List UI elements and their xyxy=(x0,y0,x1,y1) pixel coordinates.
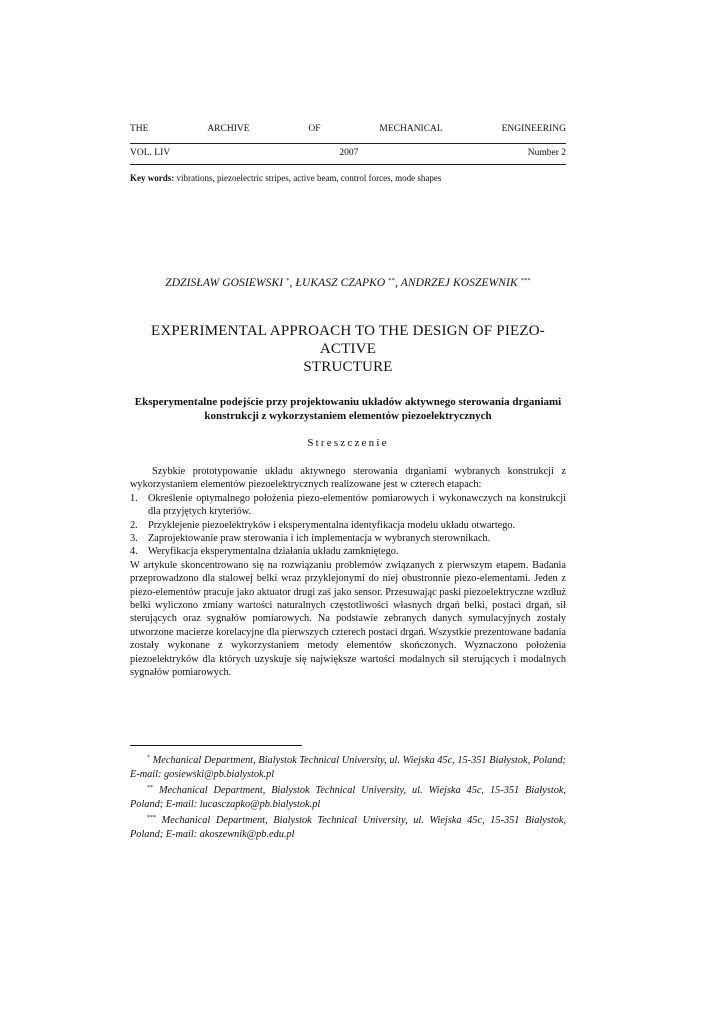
list-item xyxy=(130,492,566,519)
author-name: ANDRZEJ KOSZEWNIK xyxy=(400,277,518,289)
author-list xyxy=(130,277,566,289)
keywords-text: vibrations, piezoelectric stripes, active beam, control forces, mode shapes xyxy=(176,173,442,183)
author-mark: *** xyxy=(520,277,531,284)
polish-title-line: Eksperymentalne podejście przy projektowaniu układów aktywnego sterowania drganiami xyxy=(134,396,562,408)
step-text: Określenie optymalnego położenia piezo-elementów pomiarowych i wykonawczych na konstrukcji dla przyjętych kryteriów. xyxy=(148,492,566,518)
step-text: Przyklejenie piezoelektryków i eksperymentalna identyfikacja modelu układu otwartego. xyxy=(148,519,516,531)
step-number: 3. xyxy=(130,533,138,545)
list-item xyxy=(130,519,566,532)
header-rule xyxy=(130,143,566,144)
footnote-text: Mechanical Department, Bialystok Technical University, ul. Wiejska 45c, 15-351 Białystok, Poland; E-mail: gosiewski@pb.bialystok.pl xyxy=(130,755,566,780)
paper-title xyxy=(130,322,566,376)
list-item xyxy=(130,532,566,545)
footnote-mark: ** xyxy=(147,785,153,792)
abstract-body: W artykule skoncentrowano się na rozwiązaniu problemów związanych z pierwszym etapem. Badania przeprowadzono dla stalowej belki wraz przyklejonymi do niej obustronnie piezo-elementami. Jeden z piezo-elementów pracuje jako aktuator drugi zaś jako sensor. Przesuwając paski piezoelektryczne wzdłuż belki wyliczono zmiany wartości naturalnych częstotliwości własnych drgań belki, postaci drgań, sił sterujących oraz sygnałów pomiarowych. Na podstawie zebranych danych symulacyjnych zostały utworzone macierze korelacyjne dla pierwszych czterech postaci drgań. Wszystkie prezentowane badania zostały wykonane z wykorzystaniem metody elementów skończonych. Wyznaczono położenia piezoelektryków dla których uzyskuje się największe wartości modalnych sił sterujących i modalnych sygnałów pomiarowych. xyxy=(130,559,566,679)
journal-title xyxy=(130,124,566,134)
step-text: Weryfikacja eksperymentalna działania układu zamkniętego. xyxy=(148,546,399,558)
polish-title xyxy=(130,395,566,423)
volume-rule xyxy=(130,164,566,165)
journal-word: ARCHIVE xyxy=(207,124,250,134)
year: 2007 xyxy=(339,148,359,158)
journal-word: MECHANICAL xyxy=(379,124,443,134)
steps-list xyxy=(130,492,566,559)
journal-word: ENGINEERING xyxy=(501,124,566,134)
list-item xyxy=(130,545,566,558)
title-line: EXPERIMENTAL APPROACH TO THE DESIGN OF PIEZO-ACTIVE xyxy=(151,323,545,357)
keywords-label: Key words: xyxy=(130,173,175,183)
author-name: ZDZISŁAW GOSIEWSKI xyxy=(165,277,284,289)
footnote-rule xyxy=(130,745,302,746)
polish-title-line: konstrukcji z wykorzystaniem elementów piezoelektrycznych xyxy=(204,410,492,422)
footnotes xyxy=(130,752,566,843)
author-name: ŁUKASZ CZAPKO xyxy=(295,277,386,289)
step-number: 4. xyxy=(130,546,138,558)
footnote xyxy=(130,812,566,841)
title-line: STRUCTURE xyxy=(303,359,393,375)
step-text: Zaprojektowanie praw sterowania i ich implementacja w wybranych sterownikach. xyxy=(148,533,491,545)
footnote-mark: * xyxy=(147,755,150,761)
abstract-heading: Streszczenie xyxy=(307,437,389,449)
author-mark: ** xyxy=(388,277,395,284)
abstract xyxy=(130,465,566,680)
journal-word: THE xyxy=(130,124,149,134)
issue-number: Number 2 xyxy=(527,148,566,158)
footnote xyxy=(130,752,566,781)
journal-word: OF xyxy=(308,124,321,134)
step-number: 1. xyxy=(130,492,138,504)
step-number: 2. xyxy=(130,519,138,531)
author-separator: , xyxy=(289,277,296,289)
author-mark: * xyxy=(286,277,290,284)
footnote-text: Mechanical Department, Bialystok Technical University, ul. Wiejska 45c, 15-351 Białystok, Poland; E-mail: akoszewnik@pb.edu.pl xyxy=(130,815,566,840)
keywords xyxy=(130,173,566,183)
footnote-mark: *** xyxy=(147,815,156,822)
footnote xyxy=(130,782,566,811)
volume: VOL. LIV xyxy=(130,148,171,158)
volume-line xyxy=(130,148,566,158)
abstract-intro: Szybkie prototypowanie układu aktywnego sterowania drganiami wybranych konstrukcji z wykorzystaniem elementów piezoelektrycznych realizowane jest w czterech etapach: xyxy=(130,466,566,491)
footnote-text: Mechanical Department, Bialystok Technical University, ul. Wiejska 45c, 15-351 Białystok, Poland; E-mail: lucasczapko@pb.bialystok.pl xyxy=(130,785,566,810)
author-separator: , xyxy=(394,277,401,289)
